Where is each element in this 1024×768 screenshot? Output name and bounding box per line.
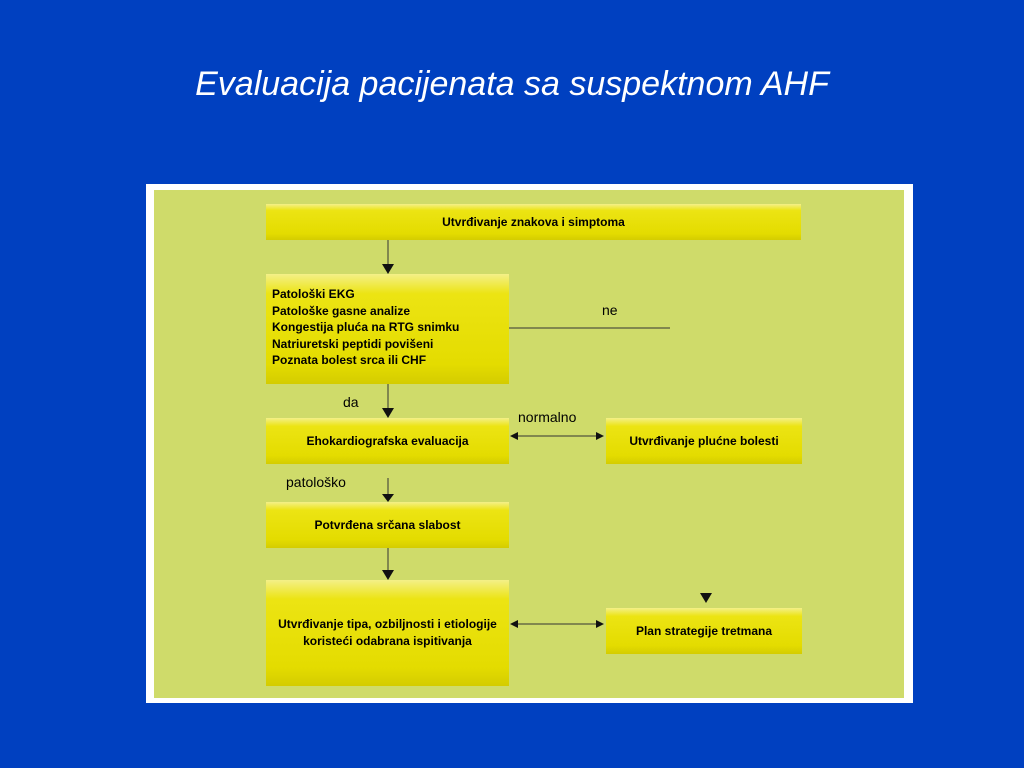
box-potvrdena-slabost <box>266 502 509 548</box>
slide-title: Evaluacija pacijenata sa suspektnom AHF <box>195 65 829 103</box>
box-plucna-bolest <box>606 418 802 464</box>
box-plucna-bolest-text: Utvrđivanje plućne bolesti <box>629 434 779 448</box>
kriterij-line: Natriuretski peptidi povišeni <box>272 336 434 351</box>
kriterij-line: Patološke gasne analize <box>272 303 411 318</box>
arrow-down-1 <box>382 264 394 274</box>
box-kriteriji <box>266 274 509 384</box>
label-patolosko: patološko <box>286 474 346 490</box>
box-utvrdivanje-znakova <box>266 204 801 240</box>
arrow-down-2 <box>382 408 394 418</box>
flowchart-panel <box>154 190 904 698</box>
kriterij-line: Kongestija pluća na RTG snimku <box>272 320 460 334</box>
arrow-down-side-2 <box>700 593 712 603</box>
arrow-right-1 <box>596 432 604 440</box>
arrow-down-3 <box>382 494 394 502</box>
kriterij-line: Poznata bolest srca ili CHF <box>272 353 427 367</box>
box-plan-tretmana <box>606 608 802 654</box>
box-utvrdivanje-znakova-text: Utvrđivanje znakova i simptoma <box>442 215 625 229</box>
box-potvrdena-slabost-text: Potvrđena srčana slabost <box>314 518 461 532</box>
box-ehokardiografska <box>266 418 509 464</box>
kriterij-line: Patološki EKG <box>272 287 355 301</box>
arrow-right-2 <box>596 620 604 628</box>
arrow-left-1 <box>510 432 518 440</box>
arrow-left-2 <box>510 620 518 628</box>
flowchart-frame <box>146 184 913 703</box>
arrow-down-4 <box>382 570 394 580</box>
box-ehokardiografska-text: Ehokardiografska evaluacija <box>306 434 469 448</box>
label-da: da <box>343 394 359 410</box>
label-ne: ne <box>602 302 618 318</box>
box-plan-tretmana-text: Plan strategije tretmana <box>635 624 773 638</box>
box-utvrdivanje-tipa-text: Utvrđivanje tipa, ozbiljnosti i etiologije koristeći odabrana ispitivanja <box>278 617 497 648</box>
label-normalno: normalno <box>518 409 577 425</box>
box-utvrdivanje-tipa <box>266 580 509 686</box>
